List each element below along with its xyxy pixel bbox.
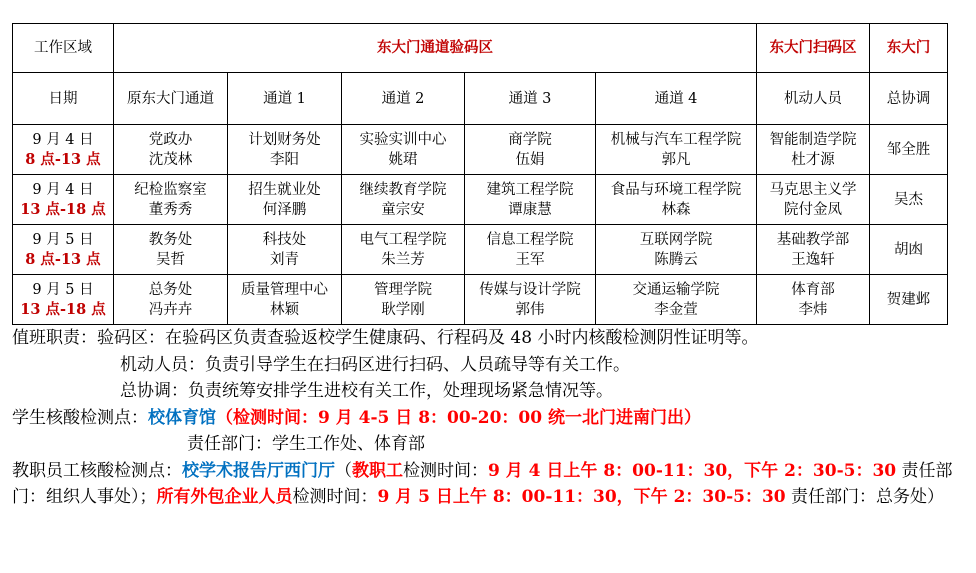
assignment-cell [114, 125, 228, 175]
time-slot: 13 点-18 点 [20, 300, 106, 318]
column-header-row [13, 73, 948, 125]
assignment-cell [596, 175, 757, 225]
person: 李炜 [798, 301, 828, 318]
assignment-cell [342, 225, 465, 275]
staff-time-2: 9 月 5 日上午 8：00-11：30，下午 2：30-5：30 [377, 487, 786, 507]
staff-dept-1: 责任部门：组织人事处）； [12, 460, 953, 507]
person: 耿学刚 [381, 301, 425, 318]
dept: 互联网学院 [639, 231, 713, 248]
dept: 交通运输学院 [632, 281, 720, 298]
assignment-cell [228, 175, 342, 225]
column-header: 通道 3 [465, 73, 596, 125]
column-header: 通道 4 [596, 73, 757, 125]
assignment-cell [596, 225, 757, 275]
staff-test-paragraph [12, 458, 972, 511]
person: 沈茂林 [148, 151, 193, 168]
assignment-cell [757, 225, 870, 275]
time-slot: 8 点-13 点 [25, 250, 101, 268]
person: 林森 [661, 201, 691, 218]
staff-time-1: 9 月 4 日上午 8：00-11：30，下午 2：30-5：30 [488, 460, 897, 481]
column-header: 日期 [13, 73, 114, 125]
table-row [13, 125, 948, 175]
table-row [13, 275, 948, 325]
date: 9 月 4 日 [32, 131, 94, 148]
duty-mobile-line: 机动人员：负责引导学生在扫码区进行扫码、人员疏导等有关工作。 [120, 354, 630, 375]
assignment-cell [342, 275, 465, 325]
coordinator-cell: 贺建邺 [870, 275, 948, 325]
person: 刘青 [270, 251, 299, 268]
table-row [13, 175, 948, 225]
dept: 招生就业处 [248, 181, 321, 198]
date-cell [13, 225, 114, 275]
column-header: 通道 2 [342, 73, 465, 125]
person: 吴哲 [156, 251, 185, 268]
person: 陈腾云 [654, 251, 698, 268]
dept: 实验实训中心 [359, 131, 447, 148]
dept: 继续教育学院 [359, 181, 447, 198]
date: 9 月 5 日 [32, 231, 94, 248]
dept: 传媒与设计学院 [479, 281, 581, 298]
staff-time-label-1: 检测时间： [403, 460, 488, 481]
dept: 建筑工程学院 [486, 181, 574, 198]
person: 李金萱 [654, 301, 698, 318]
person: 院付金凤 [784, 201, 842, 218]
dept: 体育部 [791, 281, 835, 298]
coordinator-cell: 邹全胜 [870, 125, 948, 175]
assignment-cell [596, 275, 757, 325]
assignment-cell [596, 125, 757, 175]
dept: 质量管理中心 [241, 281, 328, 298]
date: 9 月 5 日 [32, 281, 94, 298]
staff-paren: （ [335, 460, 352, 481]
date-cell [13, 275, 114, 325]
student-test-label: 学生核酸检测点： [12, 407, 148, 428]
coordinator-cell: 吴杰 [870, 175, 948, 225]
assignment-cell [228, 125, 342, 175]
staff-test-site: 校学术报告厅西门厅 [182, 460, 335, 481]
dept: 党政办 [148, 131, 193, 148]
dept: 食品与环境工程学院 [610, 181, 742, 198]
column-header: 总协调 [870, 73, 948, 125]
staff-time-label-2: 检测时间： [292, 487, 378, 507]
person: 伍娟 [515, 151, 545, 168]
table-row [13, 225, 948, 275]
student-test-dept: 责任部门：学生工作处、体育部 [187, 434, 425, 454]
person: 何泽鹏 [262, 201, 307, 218]
dept: 总务处 [148, 281, 193, 298]
column-header: 原东大门通道 [114, 73, 228, 125]
assignment-cell [757, 175, 870, 225]
date: 9 月 4 日 [32, 181, 94, 198]
dept: 教务处 [148, 231, 193, 248]
dept: 机械与汽车工程学院 [610, 131, 742, 148]
assignment-cell [228, 225, 342, 275]
dept: 基础教学部 [776, 231, 850, 248]
duty-coord-line: 总协调：负责统筹安排学生进校有关工作，处理现场紧急情况等。 [120, 381, 613, 401]
assignment-cell [228, 275, 342, 325]
assignment-cell [114, 275, 228, 325]
person: 郭凡 [661, 151, 691, 168]
date-cell [13, 175, 114, 225]
duty-verify-text: 验码区：在验码区负责查验返校学生健康码、行程码及 48 小时内核酸检测阴性证明等。 [97, 328, 759, 348]
duty-verify-line [12, 325, 972, 352]
column-header: 机动人员 [757, 73, 870, 125]
time-slot: 8 点-13 点 [25, 150, 101, 168]
dept: 信息工程学院 [486, 231, 574, 248]
dept: 马克思主义学 [769, 181, 857, 198]
assignment-cell [465, 275, 596, 325]
staff-dept-2: 责任部门：总务处） [785, 487, 945, 507]
person: 杜才源 [791, 151, 835, 168]
dept: 计划财务处 [248, 131, 321, 148]
duty-notes [12, 325, 972, 511]
column-header: 通道 1 [228, 73, 342, 125]
assignment-cell [114, 175, 228, 225]
assignment-cell [757, 275, 870, 325]
person: 郭伟 [515, 301, 545, 318]
dept: 管理学院 [374, 281, 432, 298]
person: 童宗安 [381, 201, 425, 218]
duty-schedule-table [12, 23, 948, 325]
zone-scan-header: 东大门扫码区 [757, 24, 870, 73]
person: 王军 [515, 251, 545, 268]
assignment-cell [465, 225, 596, 275]
dept: 纪检监察室 [134, 181, 207, 198]
staff-test-label: 教职员工核酸检测点： [12, 460, 182, 481]
person: 王逸轩 [791, 251, 835, 268]
assignment-cell [465, 125, 596, 175]
area-label: 工作区域 [13, 24, 114, 73]
assignment-cell [757, 125, 870, 175]
dept: 科技处 [262, 231, 307, 248]
duty-title: 值班职责： [12, 328, 97, 348]
time-slot: 13 点-18 点 [20, 200, 106, 218]
student-test-site: 校体育馆 [148, 407, 216, 428]
assignment-cell [114, 225, 228, 275]
dept: 电气工程学院 [359, 231, 447, 248]
assignment-cell [342, 125, 465, 175]
person: 姚珺 [388, 151, 418, 168]
person: 冯卉卉 [148, 301, 193, 318]
table-header-row [13, 24, 948, 73]
person: 董秀秀 [148, 201, 193, 218]
person: 朱兰芳 [381, 251, 425, 268]
person: 林颖 [270, 301, 299, 318]
zone-gate-header: 东大门 [870, 24, 948, 73]
person: 李阳 [270, 151, 299, 168]
student-test-time: （检测时间：9 月 4-5 日 8：00-20：00 统一北门进南门出） [216, 407, 701, 428]
date-cell [13, 125, 114, 175]
dept: 商学院 [508, 131, 552, 148]
staff-group-1: 教职工 [352, 460, 403, 481]
assignment-cell [342, 175, 465, 225]
zone-verify-header: 东大门通道验码区 [114, 24, 757, 73]
coordinator-cell: 胡凼 [870, 225, 948, 275]
staff-group-2: 所有外包企业人员 [156, 487, 293, 507]
dept: 智能制造学院 [769, 131, 857, 148]
person: 谭康慧 [508, 201, 552, 218]
assignment-cell [465, 175, 596, 225]
student-test-line [12, 405, 972, 432]
